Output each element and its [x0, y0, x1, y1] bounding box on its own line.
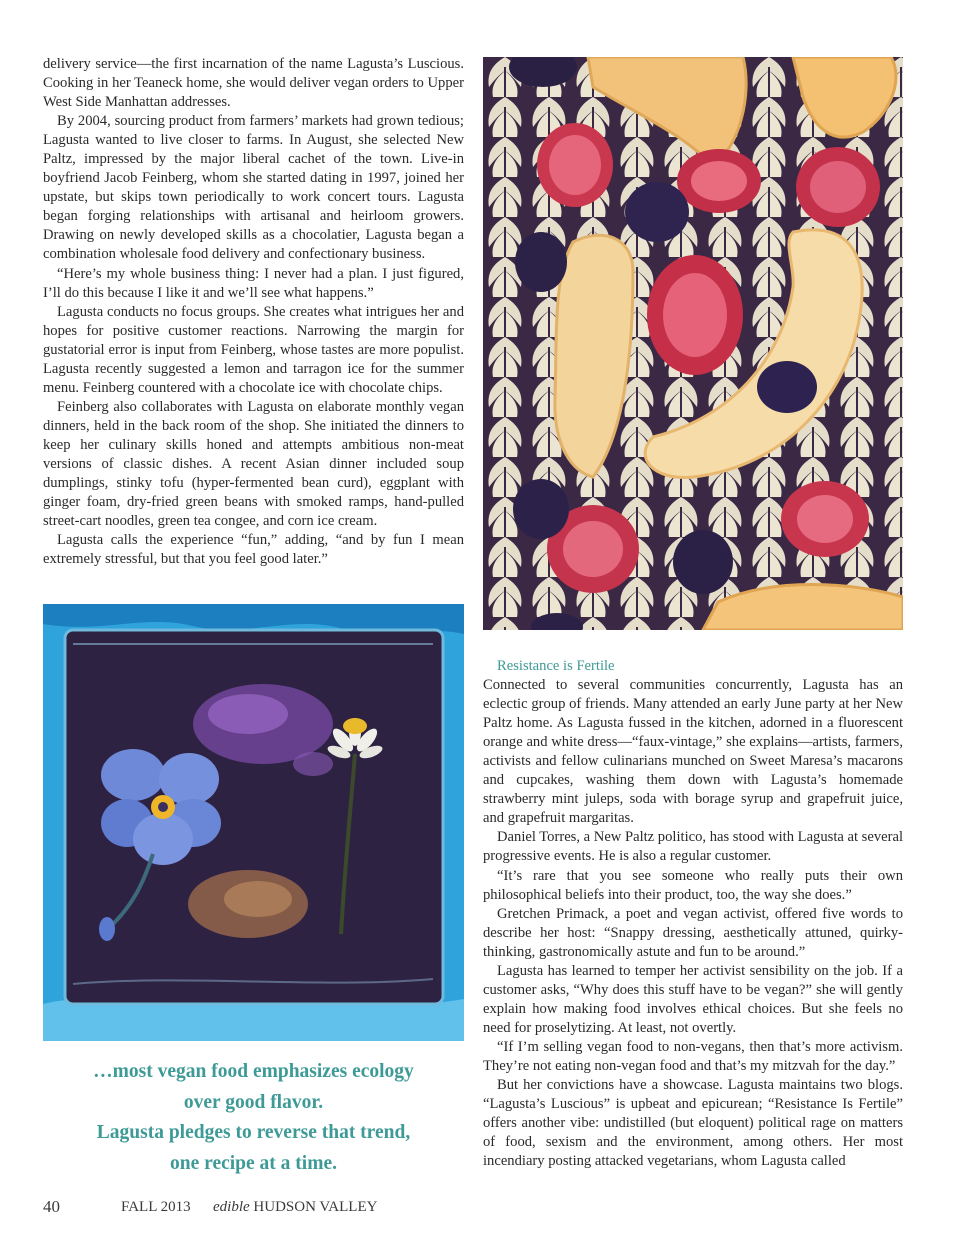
- paragraph: “If I’m selling vegan food to non-vegans, then that’s more activism. They’re not eating non-vegan food and that’s my mitzvah for the day.”: [483, 1038, 903, 1074]
- issue-label: FALL 2013: [121, 1199, 191, 1215]
- article-right-column: [483, 657, 903, 1171]
- paragraph: delivery service—the first incarnation of the name Lagusta’s Luscious. Cooking in her Teaneck home, she would deliver vegan orders to Upper West Side Manhattan addresses.: [43, 56, 464, 111]
- pull-quote: [43, 1057, 464, 1179]
- paragraph: Daniel Torres, a New Paltz politico, has stood with Lagusta at several progressive events. He is also a regular customer.: [483, 829, 904, 865]
- paragraph: Feinberg also collaborates with Lagusta on elaborate monthly vegan dinners, held in the back room of the shop. She initiated the dinners to keep her culinary skills honed and attempts ambitious non-meat versions of classic dishes. A recent Asian dinner included soup dumplings, stinky tofu (hyper-fermented bean curd), eggplant with ginger foam, dry-fried green beans with smoked ramps, hand-pulled street-cart noodles, green tea congee, and corn ice cream.: [43, 398, 464, 530]
- paragraph: Connected to several communities concurrently, Lagusta has an eclectic group of friends. Many attended an early June party at her New Paltz home. As Lagusta fussed in the kitchen, adorned in a fluorescent orange and white dress—“faux-vintage,” she explains—artists, farmers, activists and fellow culinarians munched on Sweet Maresa’s macarons and cupcakes, washing them down with Lagusta’s homemade strawberry mint juleps, soda with borage syrup and grapefruit juice, and grapefruit margaritas.: [483, 677, 903, 827]
- paragraph: But her convictions have a showcase. Lagusta maintains two blogs. “Lagusta’s Luscious” is upbeat and epicurean; “Resistance Is Fertile” offers another vibe: undistilled (but eloquent) political rage on matters of food, sexism and the environment, among others. Her most incendiary posting attacked vegetarians, whom Lagusta called: [483, 1077, 903, 1170]
- publication-name-italic: edible: [213, 1199, 250, 1215]
- section-subhead: Resistance is Fertile: [497, 658, 615, 674]
- chocolate-bar-photo: [43, 604, 464, 1041]
- paragraph: “It’s rare that you see someone who really puts their own philosophical beliefs into their product, too, the way she does.”: [483, 867, 903, 903]
- pull-quote-line: …most vegan food emphasizes ecology: [93, 1061, 414, 1082]
- paragraph: Lagusta has learned to temper her activist sensibility on the job. If a customer asks, “Why does this stuff have to be vegan?” she will gently explain how making food involves ethical choices. But she feels no need for proselytizing. At least, not overtly.: [483, 962, 903, 1036]
- paragraph: “Here’s my whole business thing: I never had a plan. I just figured, I’ll do this because I like it and we’ll see what happens.”: [43, 265, 464, 301]
- article-left-column: [43, 55, 464, 569]
- chocolate-bark-photo: [483, 57, 903, 630]
- publication-name-text: HUDSON VALLEY: [253, 1199, 378, 1215]
- paragraph: Lagusta calls the experience “fun,” adding, “and by fun I mean extremely stressful, but that you feel good later.”: [43, 532, 464, 568]
- paragraph: Lagusta conducts no focus groups. She creates what intrigues her and hopes for positive customer reactions. Narrowing the margin for gustatorial error is input from Feinberg, whose tastes are more populist. Lagusta recently suggested a lemon and tarragon ice for the summer menu. Feinberg countered with a chocolate ice with chocolate chips.: [43, 303, 464, 396]
- pull-quote-line: over good flavor.: [183, 1091, 324, 1113]
- pull-quote-line: one recipe at a time.: [170, 1152, 337, 1174]
- paragraph: Gretchen Primack, a poet and vegan activist, offered five words to describe her host: “Snappy dressing, aesthetically attuned, quirky-thinking, gastronomically astute and fun to be around.”: [483, 905, 903, 960]
- pull-quote-line: Lagusta pledges to reverse that trend,: [96, 1122, 411, 1143]
- paragraph: By 2004, sourcing product from farmers’ markets had grown tedious; Lagusta wanted to live closer to farms. In August, she selected New Paltz, impressed by the major liberal cachet of the town. Live-in boyfriend Jacob Feinberg, whom she started dating in 1997, joined her upstate, but skips town periodically to work concert tours. Lagusta began forging relationships with artisanal and heirloom growers. Drawing on newly developed skills as a chocolatier, Lagusta began a combination wholesale food delivery and confectionary business.: [43, 113, 464, 263]
- page-number: 40: [43, 1197, 60, 1216]
- publication-name: [213, 1199, 377, 1216]
